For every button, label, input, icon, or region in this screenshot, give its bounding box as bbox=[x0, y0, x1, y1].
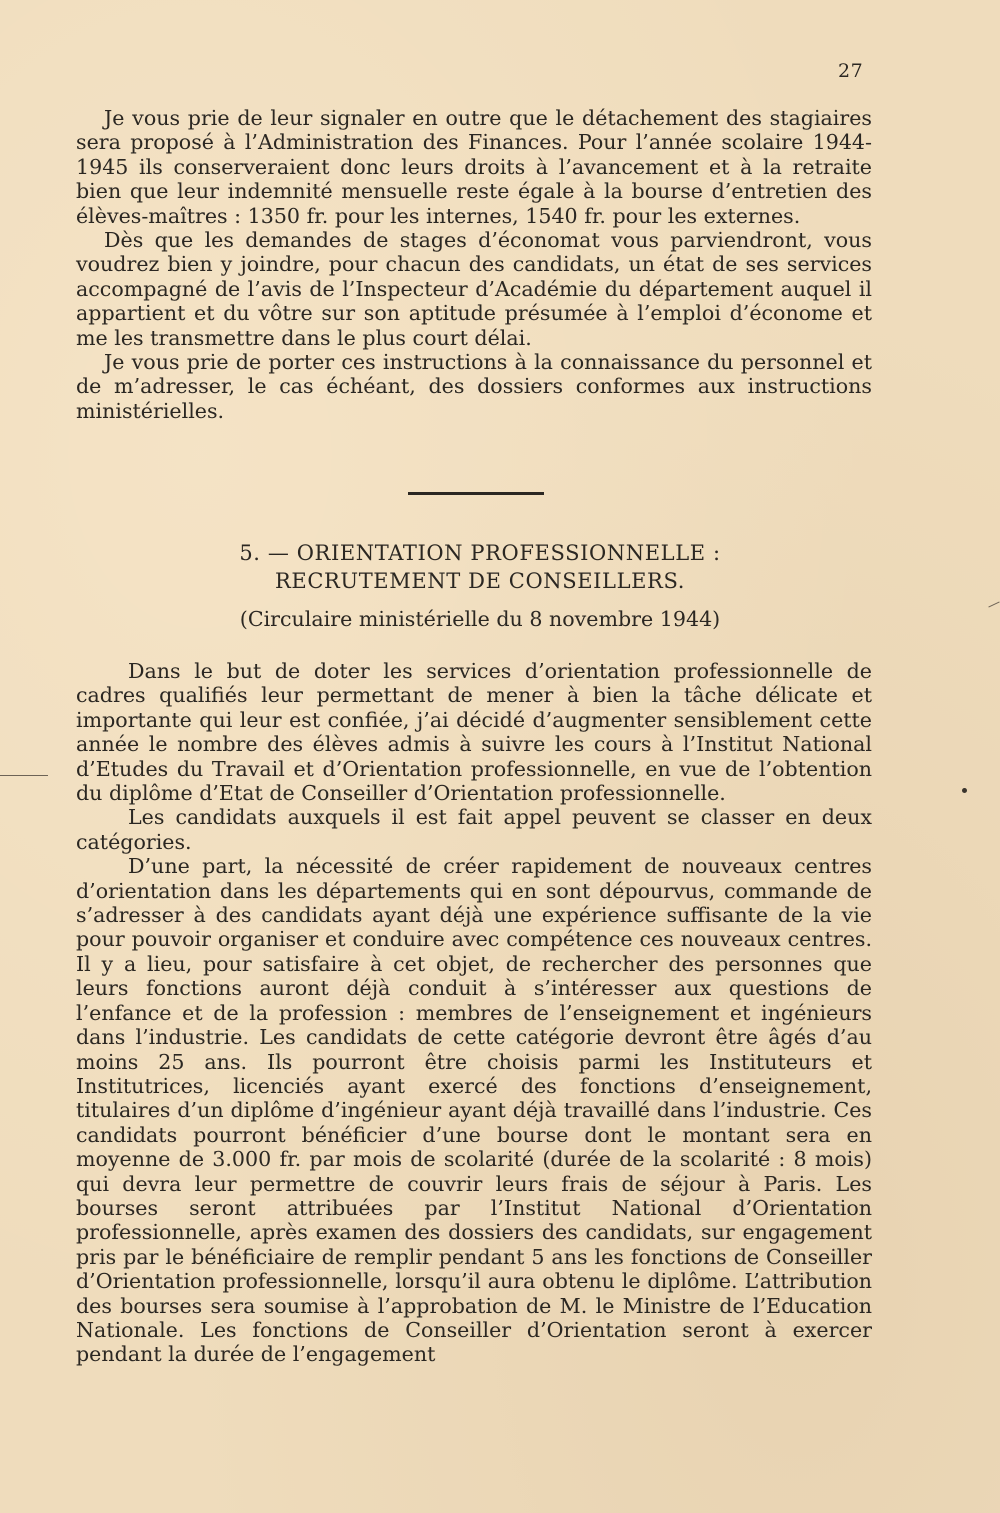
margin-dot bbox=[962, 788, 967, 793]
margin-mark bbox=[0, 775, 48, 776]
paragraph: Dans le but de doter les services d’orientation professionnelle de cadres qualifiés leur permettant de mener à bien la tâche délicate et importante qui leur est confiée, j’ai décidé d’augmenter sensiblement cette année le nombre des élèves admis à suivre les cours à l’Institut National d’Etudes du Travail et d’Orientation professionnelle, en vue de l’obtention du diplôme d’Etat de Conseiller d’Orientation professionnelle. bbox=[76, 659, 872, 806]
paragraph: Les candidats auxquels il est fait appel peuvent se classer en deux catégories. bbox=[76, 805, 872, 854]
margin-mark bbox=[988, 602, 999, 608]
paragraph: Je vous prie de porter ces instructions à la connaissance du personnel et de m’adresser, le cas échéant, des dossiers conformes aux instructions ministérielles. bbox=[76, 350, 872, 423]
page-number: 27 bbox=[838, 60, 864, 82]
section-subheading: (Circulaire ministérielle du 8 novembre 1944) bbox=[239, 607, 721, 631]
paragraph: Je vous prie de leur signaler en outre que le détachement des stagiaires sera proposé à l’Administration des Finances. Pour l’année scolaire 1944-1945 ils conserveraient donc leurs droits à l’avancement et à la retraite bien que leur indemnité mensuelle reste égale à la bourse d’entretien des élèves-maîtres : 1350 fr. pour les internes, 1540 fr. pour les externes. bbox=[76, 106, 872, 228]
paragraph: D’une part, la nécessité de créer rapidement de nouveaux centres d’orientation dans les départements qui en sont dépourvus, commande de s’adresser à des candidats ayant déjà une expérience suffisante de la vie pour pouvoir organiser et conduire avec compétence ces nouveaux centres. Il y a lieu, pour satisfaire à cet objet, de rechercher des personnes que leurs fonctions auront déjà conduit à s’intéresser aux questions de l’enfance et de la profession : membres de l’enseignement et ingénieurs dans l’industrie. Les candidats de cette catégorie devront être âgés d’au moins 25 ans. Ils pourront être choisis parmi les Instituteurs et Institutrices, licenciés ayant exercé des fonctions d’enseignement, titulaires d’un diplôme d’ingénieur ayant déjà travaillé dans l’industrie. Ces candidats pourront bénéficier d’une bourse dont le montant sera en moyenne de 3.000 fr. par mois de scolarité (durée de la scolarité : 8 mois) qui devra leur permettre de couvrir leurs frais de séjour à Paris. Les bourses seront attribuées par l’Institut National d’Orientation professionnelle, après examen des dossiers des candidats, sur engagement pris par le bénéficiaire de remplir pendant 5 ans les fonctions de Conseiller d’Orientation professionnelle, lorsqu’il aura obtenu le diplôme. L’attribution des bourses sera soumise à l’approbation de M. le Ministre de l’Education Nationale. Les fonctions de Conseiller d’Orientation seront à exercer pendant la durée de l’engagement bbox=[76, 854, 872, 1367]
section-heading-continued: RECRUTEMENT DE CONSEILLERS. bbox=[274, 569, 685, 593]
body-text-block bbox=[76, 659, 872, 1367]
section-heading: 5. — ORIENTATION PROFESSIONNELLE : bbox=[239, 541, 721, 565]
top-text-block bbox=[76, 106, 872, 423]
paragraph: Dès que les demandes de stages d’économat vous parviendront, vous voudrez bien y joindre, pour chacun des candidats, un état de ses services accompagné de l’avis de l’Inspecteur d’Académie du département auquel il appartient et du vôtre sur son aptitude présumée à l’emploi d’économe et me les transmettre dans le plus court délai. bbox=[76, 228, 872, 350]
section-divider bbox=[408, 492, 544, 495]
